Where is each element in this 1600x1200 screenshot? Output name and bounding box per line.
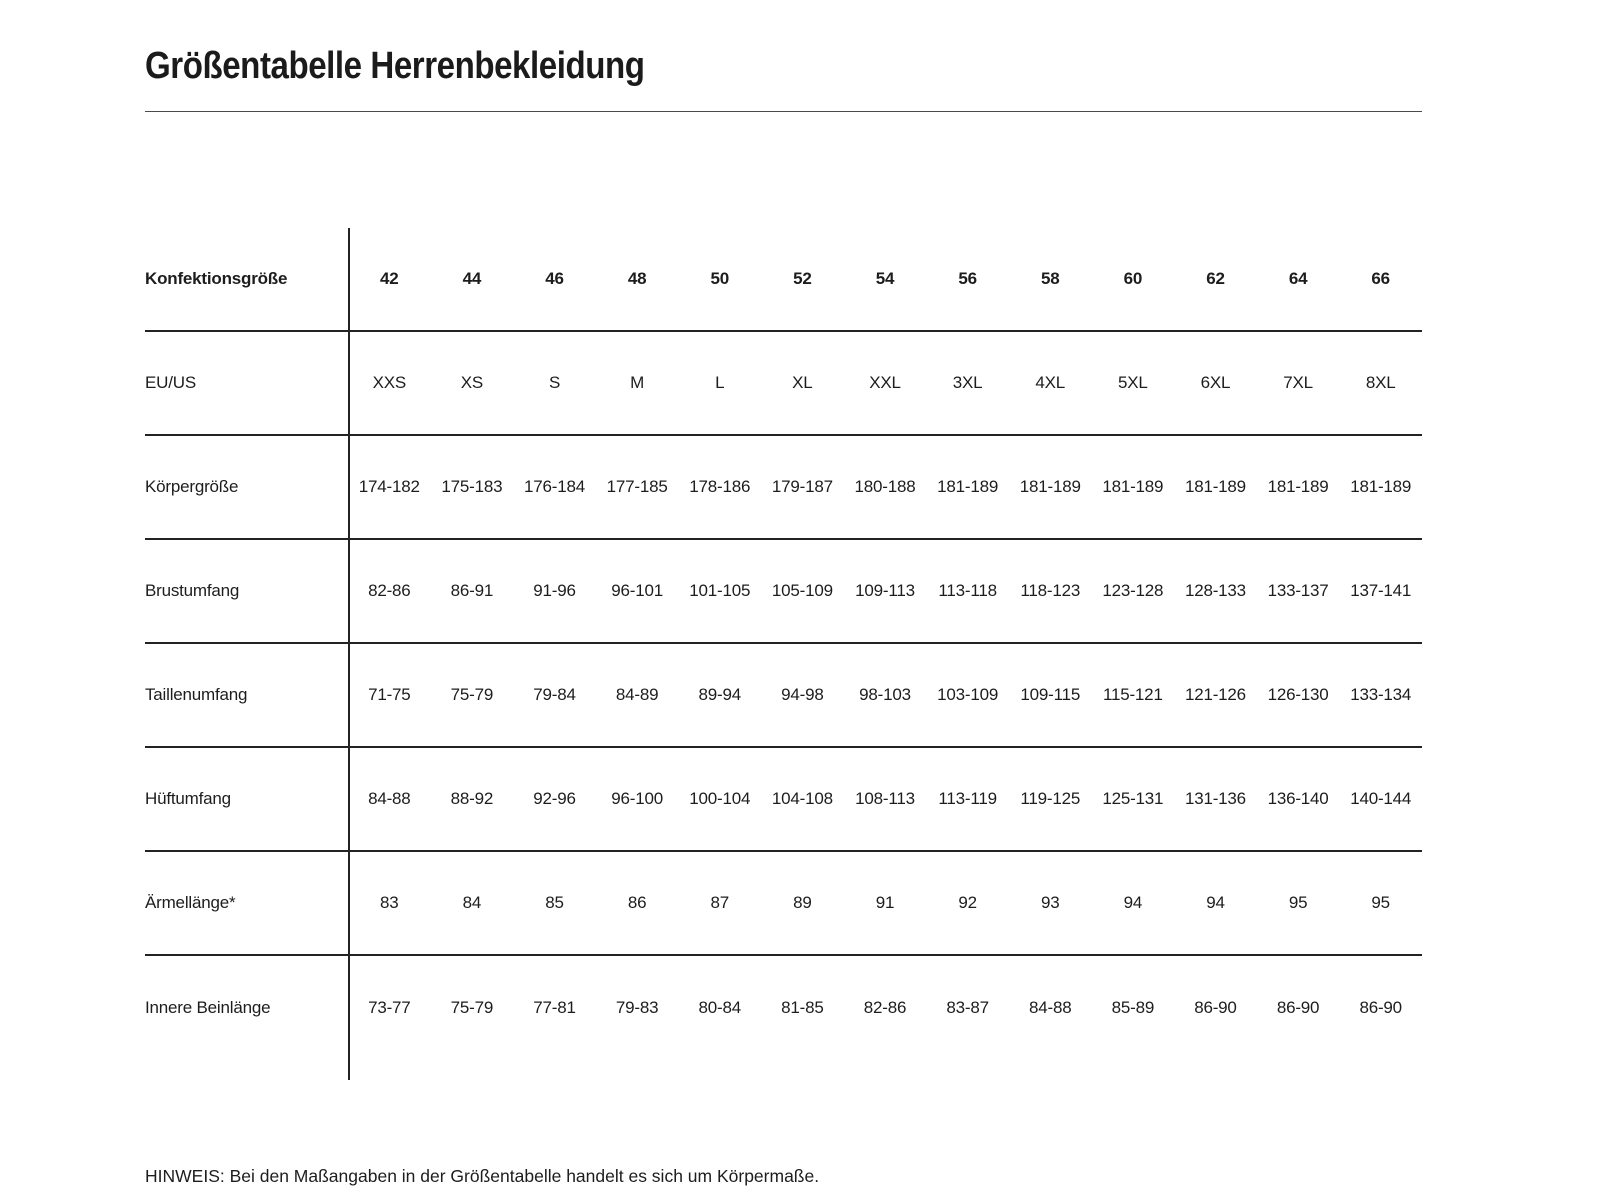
table-cell: 94 (1206, 893, 1225, 912)
row-label: Ärmellänge* (145, 893, 236, 912)
table-cell: 105-109 (771, 581, 833, 600)
table-cell: 92 (958, 893, 977, 912)
table-cell: 181-189 (1267, 477, 1329, 496)
table-cell: 54 (875, 269, 895, 288)
table-cell: 46 (545, 269, 564, 288)
table-cell: 128-133 (1184, 581, 1246, 600)
table-cell: 95 (1288, 893, 1308, 912)
row-label: Taillenumfang (145, 685, 248, 704)
table-cell: 176-184 (524, 477, 586, 496)
table-cell: M (630, 373, 645, 392)
table-cell: 181-189 (1184, 477, 1246, 496)
table-cell: 83 (380, 893, 399, 912)
table-cell: 89-94 (698, 685, 741, 704)
table-cell: 118-123 (1020, 581, 1081, 600)
table-cell: 181-189 (937, 477, 999, 496)
table-cell: 126-130 (1267, 685, 1329, 704)
row-label: Konfektionsgröße (145, 269, 288, 288)
table-cell: 91 (875, 893, 895, 912)
table-cell: 87 (710, 893, 730, 912)
table-cell: 66 (1371, 269, 1390, 288)
table-cell: 96-100 (611, 789, 664, 808)
table-cell: L (715, 373, 725, 392)
table-cell: 109-113 (855, 581, 915, 600)
table-row (145, 540, 1422, 644)
table-cell: 109-115 (1020, 685, 1081, 704)
table-cell: 175-183 (441, 477, 503, 496)
table-cell: 84 (462, 893, 482, 912)
table-cell: 71-75 (368, 685, 411, 704)
table-cell: 92-96 (533, 789, 576, 808)
title-divider (145, 111, 1422, 112)
table-cell: 133-134 (1350, 685, 1412, 704)
table-cell: 181-189 (1019, 477, 1081, 496)
table-cell: 85 (545, 893, 564, 912)
table-cell: 88-92 (450, 789, 494, 808)
table-cell: 140-144 (1350, 789, 1412, 808)
table-cell: 86 (627, 893, 647, 912)
row-label: EU/US (145, 373, 196, 392)
table-cell: 6XL (1200, 373, 1231, 392)
table-cell: 133-137 (1267, 581, 1329, 600)
table-cell: 115-121 (1102, 685, 1163, 704)
table-cell: XS (460, 373, 484, 392)
table-cell: 179-187 (771, 477, 833, 496)
table-cell: 136-140 (1267, 789, 1329, 808)
table-cell: 89 (793, 893, 812, 912)
table-cell: 62 (1206, 269, 1225, 288)
table-row (145, 332, 1422, 436)
table-cell: 86-90 (1359, 997, 1402, 1017)
table-cell: 56 (958, 269, 977, 288)
table-cell: 95 (1371, 893, 1390, 912)
table-cell: S (548, 373, 561, 392)
table-cell: 121-126 (1184, 685, 1246, 704)
table-cell: 48 (627, 269, 647, 288)
table-cell: XXS (372, 373, 407, 392)
table-cell: 58 (1040, 269, 1060, 288)
table-cell: 181-189 (1102, 477, 1164, 496)
table-cell: 123-128 (1102, 581, 1164, 600)
table-cell: 75-79 (450, 997, 494, 1017)
table-cell: 81-85 (781, 997, 824, 1017)
table-cell: 84-88 (368, 789, 411, 808)
table-row (145, 956, 1422, 1079)
table-cell: 82-86 (368, 581, 411, 600)
table-cell: XXL (869, 373, 901, 392)
table-cell: 177-185 (606, 477, 668, 496)
table-cell: 7XL (1283, 373, 1313, 392)
table-cell: 44 (462, 269, 482, 288)
table-cell: 52 (793, 269, 812, 288)
table-cell: 86-90 (1194, 997, 1237, 1017)
table-row (145, 852, 1422, 956)
table-cell: 103-109 (937, 685, 999, 704)
table-cell: 113-118 (938, 581, 997, 600)
table-cell: 104-108 (771, 789, 833, 808)
row-label: Körpergröße (145, 477, 239, 496)
table-cell: XL (792, 373, 813, 392)
table-cell: 174-182 (358, 477, 420, 496)
table-cell: 75-79 (450, 685, 494, 704)
table-cell: 4XL (1035, 373, 1066, 392)
table-cell: 79-83 (615, 997, 659, 1017)
table-row (145, 644, 1422, 748)
table-cell: 60 (1123, 269, 1143, 288)
table-cell: 84-89 (615, 685, 659, 704)
table-cell: 83-87 (946, 997, 989, 1017)
table-cell: 73-77 (368, 997, 411, 1017)
table-cell: 77-81 (533, 997, 576, 1017)
table-cell: 96-101 (611, 581, 664, 600)
table-header-row (145, 228, 1422, 332)
table-cell: 131-136 (1184, 789, 1246, 808)
footnote: HINWEIS: Bei den Maßangaben in der Größentabelle handelt es sich um Körpermaße. (145, 1165, 820, 1186)
table-row (145, 436, 1422, 540)
table-cell: 50 (710, 269, 730, 288)
table-cell: 8XL (1365, 373, 1396, 392)
table-cell: 180-188 (854, 477, 916, 496)
table-cell: 85-89 (1111, 997, 1155, 1017)
table-row (145, 748, 1422, 852)
table-cell: 64 (1288, 269, 1308, 288)
table-cell: 82-86 (863, 997, 907, 1017)
table-cell: 94-98 (781, 685, 824, 704)
table-cell: 178-186 (689, 477, 751, 496)
table-cell: 100-104 (689, 789, 751, 808)
table-cell: 86-90 (1276, 997, 1320, 1017)
size-table (145, 228, 1422, 1079)
table-cell: 113-119 (938, 789, 997, 808)
table-cell: 79-84 (533, 685, 576, 704)
table-cell: 42 (380, 269, 399, 288)
table-cell: 84-88 (1028, 997, 1072, 1017)
table-cell: 91-96 (533, 581, 576, 600)
table-cell: 5XL (1118, 373, 1148, 392)
table-vertical-divider (348, 228, 350, 1080)
row-label: Brustumfang (145, 581, 240, 600)
table-cell: 137-141 (1350, 581, 1412, 600)
row-label: Hüftumfang (145, 789, 231, 808)
table-cell: 98-103 (859, 685, 911, 704)
table-cell: 119-125 (1020, 789, 1081, 808)
table-cell: 80-84 (698, 997, 741, 1017)
row-label: Innere Beinlänge (145, 997, 271, 1017)
table-cell: 108-113 (855, 789, 915, 808)
table-cell: 3XL (952, 373, 983, 392)
table-cell: 101-105 (689, 581, 751, 600)
table-cell: 125-131 (1102, 789, 1164, 808)
table-cell: 86-91 (450, 581, 494, 600)
page-title: Größentabelle Herrenbekleidung (145, 45, 645, 88)
table-cell: 181-189 (1350, 477, 1412, 496)
table-cell: 93 (1040, 893, 1060, 912)
table-cell: 94 (1123, 893, 1143, 912)
